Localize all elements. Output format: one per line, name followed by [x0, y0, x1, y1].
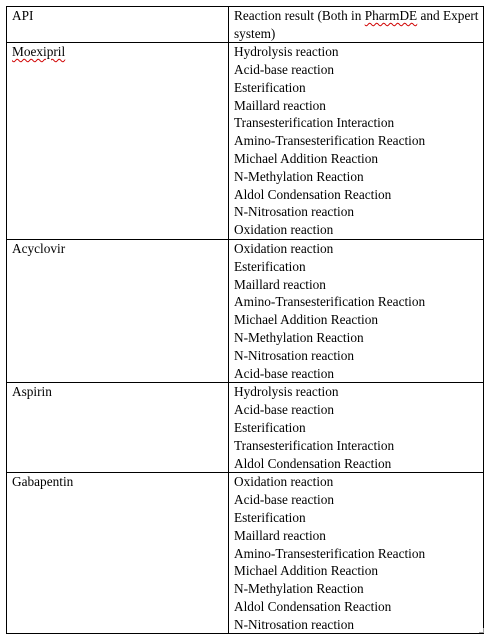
reaction-item: Amino-Transesterification Reaction [234, 545, 426, 561]
header-api-cell[interactable] [7, 7, 229, 43]
reaction-item: N-Methylation Reaction [234, 329, 364, 345]
reaction-item: Acid-base reaction [234, 61, 335, 77]
table-body [7, 7, 484, 634]
reaction-item: Esterification [234, 419, 306, 435]
reaction-item: Hydrolysis reaction [234, 44, 339, 60]
header-result-suffix: and Expert system) [234, 8, 479, 41]
api-name: Moexipril [12, 44, 66, 60]
reaction-item: Acid-base reaction [234, 365, 335, 381]
reaction-item: N-Methylation Reaction [234, 581, 364, 597]
api-name: Gabapentin [12, 474, 74, 490]
reaction-item: Oxidation reaction [234, 222, 334, 238]
reaction-item: N-Methylation Reaction [234, 168, 364, 184]
api-reaction-table [6, 6, 484, 634]
table-row [7, 239, 484, 382]
reaction-item: Esterification [234, 258, 306, 274]
reaction-item: N-Nitrosation reaction [234, 347, 355, 363]
reaction-result-cell[interactable] [229, 43, 484, 240]
reaction-item: Transesterification Interaction [234, 115, 395, 131]
header-result-misspelled-word: PharmDE [364, 8, 418, 23]
page-corner-marker [479, 628, 484, 633]
table-row [7, 43, 484, 240]
header-api-label: API [12, 8, 34, 23]
api-name-cell[interactable] [7, 473, 229, 634]
reaction-item: Hydrolysis reaction [234, 384, 339, 400]
reaction-result-cell[interactable] [229, 473, 484, 634]
api-name-cell[interactable] [7, 43, 229, 240]
api-name-cell[interactable] [7, 383, 229, 473]
reaction-item: Amino-Transesterification Reaction [234, 294, 426, 310]
reaction-item: Michael Addition Reaction [234, 150, 379, 166]
reaction-item: Acid-base reaction [234, 402, 335, 418]
reaction-item: Esterification [234, 509, 306, 525]
reaction-item: Oxidation reaction [234, 474, 334, 490]
table-row [7, 473, 484, 634]
reaction-item: Acid-base reaction [234, 492, 335, 508]
api-name: Aspirin [12, 384, 52, 400]
reaction-item: Amino-Transesterification Reaction [234, 133, 426, 149]
header-result-cell[interactable] [229, 7, 484, 43]
reaction-item: Oxidation reaction [234, 240, 334, 256]
reaction-item: Aldol Condensation Reaction [234, 455, 392, 471]
header-result-prefix: Reaction result (Both in [234, 8, 365, 23]
reaction-item: Aldol Condensation Reaction [234, 186, 392, 202]
reaction-item: Maillard reaction [234, 527, 326, 543]
reaction-item: Maillard reaction [234, 97, 326, 113]
reaction-item: Aldol Condensation Reaction [234, 598, 392, 614]
reaction-item: N-Nitrosation reaction [234, 616, 355, 632]
reaction-item: Transesterification Interaction [234, 437, 395, 453]
table-row [7, 383, 484, 473]
reaction-item: Michael Addition Reaction [234, 312, 379, 328]
table-header-row [7, 7, 484, 43]
reaction-item: N-Nitrosation reaction [234, 204, 355, 220]
reaction-result-cell[interactable] [229, 239, 484, 382]
reaction-result-cell[interactable] [229, 383, 484, 473]
reaction-item: Esterification [234, 79, 306, 95]
reaction-item: Michael Addition Reaction [234, 563, 379, 579]
reaction-item: Maillard reaction [234, 276, 326, 292]
api-name-cell[interactable] [7, 239, 229, 382]
api-name: Acyclovir [12, 240, 66, 256]
